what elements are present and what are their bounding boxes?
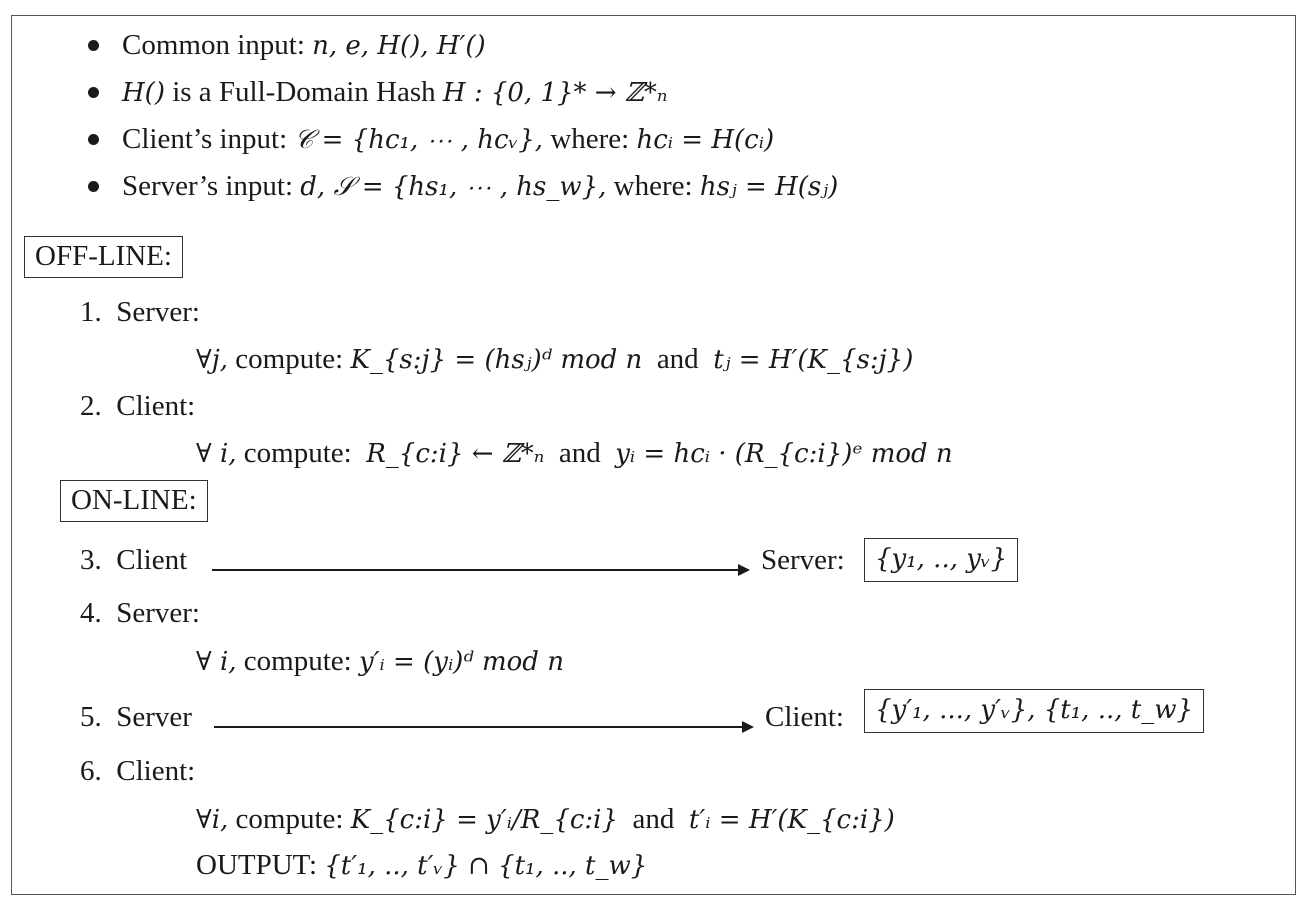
client-input-where: where: xyxy=(550,123,630,155)
step2-blind-formula: yᵢ = hcᵢ · (R_{c:i})ᵉ mod n xyxy=(615,439,953,469)
step1-header xyxy=(80,295,200,329)
hash-definition-line xyxy=(122,75,667,109)
hash-definition-math: H : {0, 1}* → ℤ*ₙ xyxy=(442,78,668,108)
online-section-title: ON-LINE: xyxy=(60,480,208,522)
step4-compute: compute: xyxy=(243,645,352,677)
output-formula: {t′₁, .., t′ᵥ} ∩ {t₁, .., t_w} xyxy=(324,851,648,881)
step4-detail xyxy=(196,644,564,678)
server-input-set: d, 𝒮 = {hs₁, ⋯ , hs_w}, xyxy=(300,172,607,202)
output-label: OUTPUT: xyxy=(196,849,317,881)
step1-and: and xyxy=(656,343,699,375)
step6-and: and xyxy=(632,803,675,835)
step5-number: 5. xyxy=(80,701,102,733)
bullet-icon xyxy=(88,40,99,51)
hash-definition-label: is a Full-Domain Hash xyxy=(172,76,436,108)
step3-receiver: Server: xyxy=(761,544,845,576)
step6-quantifier: ∀i, xyxy=(196,805,229,835)
bullet-icon xyxy=(88,181,99,192)
bullet-icon xyxy=(88,87,99,98)
client-input-set: 𝒞 = {hc₁, ⋯ , hcᵥ}, xyxy=(294,125,544,155)
step4-quantifier: ∀ i, xyxy=(196,647,237,677)
step5-sender: Server xyxy=(116,701,192,733)
step6-compute: compute: xyxy=(235,803,344,835)
step5-receiver: Client: xyxy=(765,701,844,733)
step2-number: 2. xyxy=(80,390,102,422)
hash-function-name: H() xyxy=(122,78,165,108)
step5-arrow xyxy=(214,726,752,728)
step3-line xyxy=(80,543,187,577)
step2-quantifier: ∀ i, xyxy=(196,439,237,469)
step2-actor: Client: xyxy=(116,390,196,422)
step6-header xyxy=(80,754,195,788)
common-input-math: n, e, H(), H′() xyxy=(312,31,486,61)
step1-quantifier: ∀j, xyxy=(196,345,229,375)
step5-message-box: {y′₁, ..., y′ᵥ}, {t₁, .., t_w} xyxy=(864,689,1204,733)
step1-tag-formula: tⱼ = H′(K_{s:j}) xyxy=(713,345,914,375)
step3-message-box: {y₁, .., yᵥ} xyxy=(864,538,1018,582)
step6-output xyxy=(196,848,647,882)
server-input-where: where: xyxy=(613,170,693,202)
step4-formula: y′ᵢ = (yᵢ)ᵈ mod n xyxy=(358,647,564,677)
step2-and: and xyxy=(558,437,601,469)
step3-number: 3. xyxy=(80,544,102,576)
step3-sender: Client xyxy=(116,544,188,576)
common-input-line xyxy=(122,28,486,62)
step6-detail xyxy=(196,802,895,836)
step2-compute: compute: xyxy=(243,437,352,469)
step1-number: 1. xyxy=(80,296,102,328)
client-input-hash: hcᵢ = H(cᵢ) xyxy=(636,125,775,155)
common-input-label: Common input: xyxy=(122,29,305,61)
step5-line xyxy=(80,700,192,734)
step6-number: 6. xyxy=(80,755,102,787)
step1-compute: compute: xyxy=(235,343,344,375)
step4-actor: Server: xyxy=(116,597,200,629)
server-input-hash: hsⱼ = H(sⱼ) xyxy=(699,172,839,202)
step6-actor: Client: xyxy=(116,755,196,787)
offline-section-title: OFF-LINE: xyxy=(24,236,183,278)
step4-number: 4. xyxy=(80,597,102,629)
step2-detail xyxy=(196,436,953,470)
step2-header xyxy=(80,389,195,423)
step6-key-formula: K_{c:i} = y′ᵢ/R_{c:i} xyxy=(350,805,619,835)
client-input-label: Client’s input: xyxy=(122,123,288,155)
server-input-label: Server’s input: xyxy=(122,170,294,202)
step1-key-formula: K_{s:j} = (hsⱼ)ᵈ mod n xyxy=(350,345,643,375)
client-input-line xyxy=(122,122,774,156)
bullet-icon xyxy=(88,134,99,145)
step3-arrow xyxy=(212,569,748,571)
server-input-line xyxy=(122,169,838,203)
step1-actor: Server: xyxy=(116,296,200,328)
step2-random-formula: R_{c:i} ← ℤ*ₙ xyxy=(366,439,545,469)
step1-detail xyxy=(196,342,913,376)
step4-header xyxy=(80,596,200,630)
step6-tag-formula: t′ᵢ = H′(K_{c:i}) xyxy=(688,805,895,835)
